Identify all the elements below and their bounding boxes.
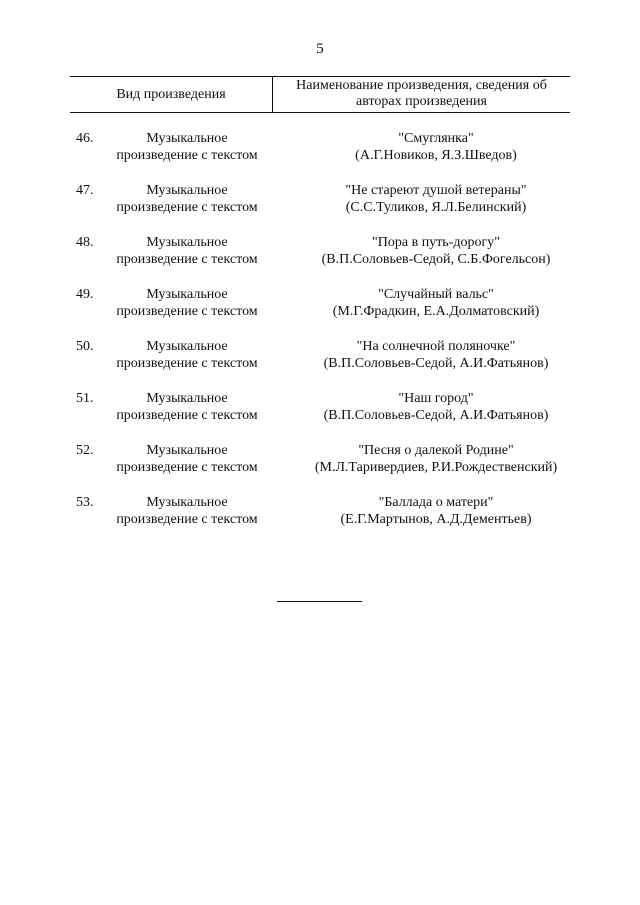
entry-title: "Песня о далекой Родине": [358, 443, 514, 458]
entry-kind-line1: Музыкальное: [146, 235, 228, 250]
entry-kind-line2: произведение с текстом: [116, 148, 258, 163]
entry-kind-line2: произведение с текстом: [116, 200, 258, 215]
header-kind-label: Вид произведения: [116, 87, 226, 102]
entry-number: 52.: [76, 443, 94, 458]
list-item: [0, 286, 640, 338]
entry-title: "Смуглянка": [398, 131, 474, 146]
entry-kind: [104, 182, 270, 216]
entry-kind: [104, 234, 270, 268]
entry-kind-line2: произведение с текстом: [116, 512, 258, 527]
entry-authors: (А.Г.Новиков, Я.З.Шведов): [355, 148, 517, 163]
entry-kind-line1: Музыкальное: [146, 287, 228, 302]
entry-number: 48.: [76, 235, 94, 250]
entry-kind-line1: Музыкальное: [146, 183, 228, 198]
entry-kind: [104, 390, 270, 424]
entry-kind: [104, 130, 270, 164]
entry-authors: (Е.Г.Мартынов, А.Д.Дементьев): [340, 512, 532, 527]
entry-kind-line1: Музыкальное: [146, 339, 228, 354]
entry-number: 46.: [76, 131, 94, 146]
entry-kind: [104, 442, 270, 476]
entry-title: "Баллада о матери": [378, 495, 494, 510]
entry-work: [275, 390, 597, 424]
entry-work: [275, 234, 597, 268]
entry-kind: [104, 338, 270, 372]
list-item: [0, 494, 640, 546]
entry-authors: (В.П.Соловьев-Седой, С.Б.Фогельсон): [321, 252, 551, 267]
entry-kind-line1: Музыкальное: [146, 391, 228, 406]
entry-number: 51.: [76, 391, 94, 406]
entry-title: "Не стареют душой ветераны": [345, 183, 527, 198]
end-of-list-rule: [277, 601, 362, 602]
entry-kind-line2: произведение с текстом: [116, 304, 258, 319]
entry-work: [275, 338, 597, 372]
entry-number: 47.: [76, 183, 94, 198]
entry-number: 53.: [76, 495, 94, 510]
entry-kind: [104, 494, 270, 528]
entry-work: [275, 182, 597, 216]
entry-work: [275, 286, 597, 320]
entry-kind-line1: Музыкальное: [146, 131, 228, 146]
list-item: [0, 130, 640, 182]
list-item: [0, 234, 640, 286]
entry-authors: (В.П.Соловьев-Седой, А.И.Фатьянов): [323, 408, 549, 423]
entry-title: "Наш город": [398, 391, 474, 406]
page-number: 5: [316, 41, 324, 57]
entry-kind-line2: произведение с текстом: [116, 356, 258, 371]
entry-authors: (В.П.Соловьев-Седой, А.И.Фатьянов): [323, 356, 549, 371]
entry-number: 49.: [76, 287, 94, 302]
entry-title: "На солнечной поляночке": [356, 339, 516, 354]
entry-kind-line2: произведение с текстом: [116, 408, 258, 423]
entries-list: [0, 130, 640, 546]
entry-work: [275, 494, 597, 528]
header-title-label-line1: Наименование произведения, сведения: [296, 78, 530, 93]
entry-authors: (С.С.Туликов, Я.Л.Белинский): [345, 200, 527, 215]
entry-title: "Случайный вальс": [378, 287, 494, 302]
entry-kind-line1: Музыкальное: [146, 443, 228, 458]
header-title-label: [273, 78, 570, 110]
entry-kind-line2: произведение с текстом: [116, 460, 258, 475]
entry-kind-line2: произведение с текстом: [116, 252, 258, 267]
entry-title: "Пора в путь-дорогу": [372, 235, 500, 250]
entry-work: [275, 130, 597, 164]
entry-work: [275, 442, 597, 476]
header-title-label-line2: об авторах произведения: [356, 78, 547, 109]
list-item: [0, 390, 640, 442]
entry-authors: (М.Л.Таривердиев, Р.И.Рождественский): [314, 460, 558, 475]
entry-number: 50.: [76, 339, 94, 354]
entry-authors: (М.Г.Фрадкин, Е.А.Долматовский): [332, 304, 540, 319]
list-item: [0, 442, 640, 494]
list-item: [0, 338, 640, 390]
list-item: [0, 182, 640, 234]
entry-kind-line1: Музыкальное: [146, 495, 228, 510]
entry-kind: [104, 286, 270, 320]
table-header: [70, 76, 570, 113]
